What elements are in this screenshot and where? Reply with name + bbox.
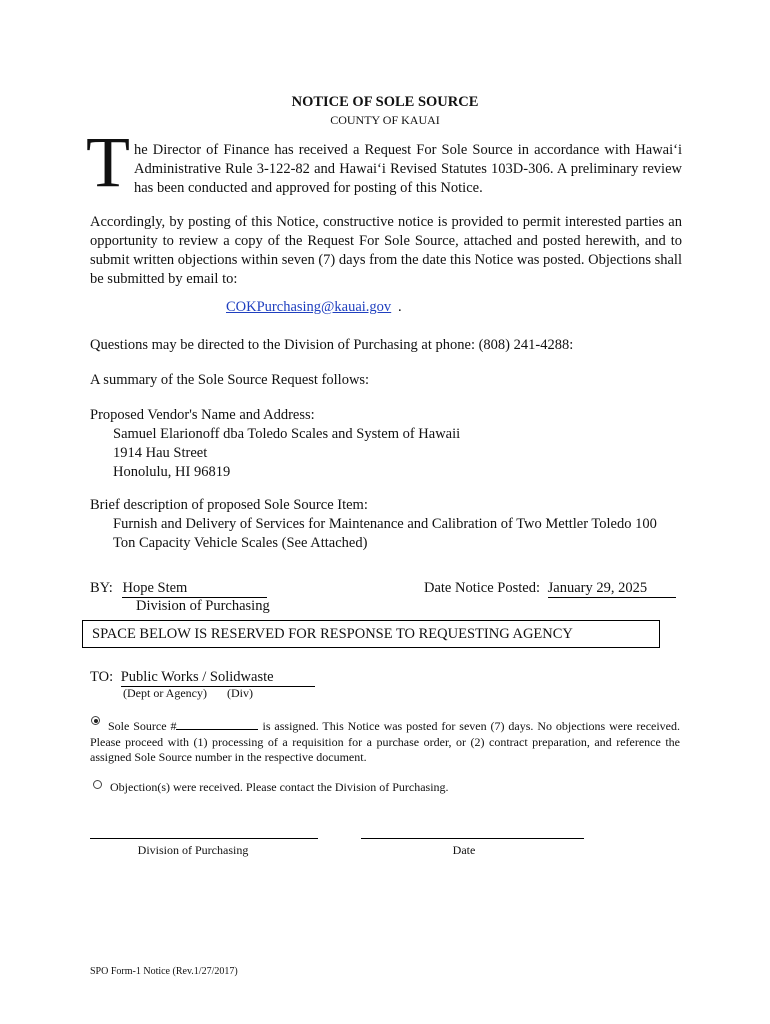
sole-source-prefix: Sole Source # xyxy=(108,719,177,733)
notice-paragraph: Accordingly, by posting of this Notice, constructive notice is provided to permit interested parties an opportunity to review a copy of the Request For Sole Source, attached and posted herewith, and to submit written objections within seven (7) days from the date this Notice was posted. Objections shall be submitted by email to: xyxy=(90,214,682,287)
sole-source-option xyxy=(90,718,680,766)
reserved-section-box: SPACE BELOW IS RESERVED FOR RESPONSE TO REQUESTING AGENCY xyxy=(82,620,660,648)
to-line xyxy=(90,669,315,687)
vendor-heading: Proposed Vendor's Name and Address: xyxy=(90,407,315,423)
notice-title: NOTICE OF SOLE SOURCE xyxy=(291,94,479,110)
vendor-street: 1914 Hau Street xyxy=(113,445,208,461)
to-label: TO: xyxy=(90,669,114,685)
county-subtitle: COUNTY OF KAUAI xyxy=(330,113,440,127)
date-posted-value: January 29, 2025 xyxy=(547,580,648,596)
purchasing-signature-label: Division of Purchasing xyxy=(137,843,249,857)
questions-line: Questions may be directed to the Division of Purchasing at phone: (808) 241-4288: xyxy=(90,337,574,353)
vendor-section xyxy=(90,406,682,482)
intro-paragraph: he Director of Finance has received a Request For Sole Source in accordance with Hawai‘i Administrative Rule 3-122-82 and Hawai‘i Revised Statutes 103D-306. A preliminary review has been conducted and approved for posting of this Notice. xyxy=(134,142,682,196)
purchasing-signature-line xyxy=(90,838,318,839)
by-label: BY: xyxy=(90,580,113,596)
by-name-field xyxy=(122,580,267,598)
email-period: . xyxy=(398,299,402,315)
objection-radio[interactable] xyxy=(93,780,102,789)
date-signature-line xyxy=(361,838,584,839)
sole-source-text: is assigned. This Notice was posted for seven (7) days. No objections were received. Please proceed with (1) processing of a requisition for a purchase order, or (2) contract preparation, and reference the assigned Sole Source number in the respective document. xyxy=(90,719,681,764)
drop-cap: T xyxy=(86,122,130,202)
summary-heading: A summary of the Sole Source Request follows: xyxy=(90,372,370,388)
by-line xyxy=(90,580,267,598)
dept-label: (Dept or Agency) xyxy=(123,686,207,700)
email-link[interactable]: COKPurchasing@kauai.gov xyxy=(226,299,392,315)
div-label: (Div) xyxy=(227,686,253,700)
item-heading: Brief description of proposed Sole Source Item: xyxy=(90,497,368,513)
sole-source-number-field[interactable] xyxy=(176,718,258,730)
item-section xyxy=(90,496,682,553)
to-field[interactable] xyxy=(121,669,315,687)
objection-text: Objection(s) were received. Please contact the Division of Purchasing. xyxy=(110,780,449,794)
item-description: Furnish and Delivery of Services for Maintenance and Calibration of Two Mettler Toledo 100 Ton Capacity Vehicle Scales (See Attached) xyxy=(113,516,657,551)
date-posted-label: Date Notice Posted: xyxy=(424,580,540,596)
date-signature-label: Date xyxy=(452,843,476,857)
vendor-city: Honolulu, HI 96819 xyxy=(113,464,231,480)
form-footer: SPO Form-1 Notice (Rev.1/27/2017) xyxy=(90,966,238,977)
date-posted-line xyxy=(424,580,676,598)
by-name: Hope Stem xyxy=(122,580,188,596)
by-division: Division of Purchasing xyxy=(136,598,270,614)
vendor-name: Samuel Elarionoff dba Toledo Scales and System of Hawaii xyxy=(113,426,461,442)
date-posted-field xyxy=(548,580,676,598)
to-value: Public Works / Solidwaste xyxy=(120,669,274,685)
